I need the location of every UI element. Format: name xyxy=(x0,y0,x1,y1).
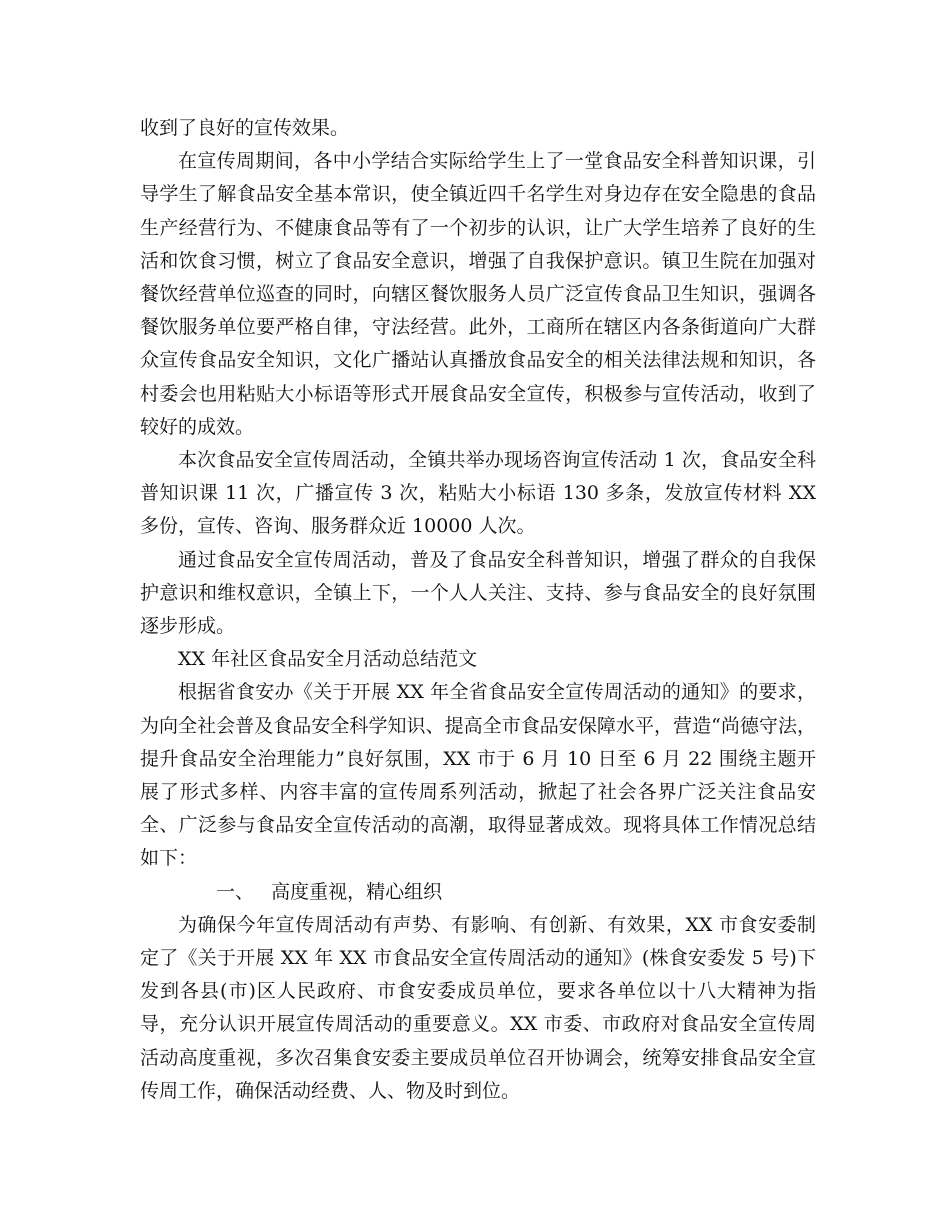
section-title: 高度重视，精心组织 xyxy=(271,880,443,903)
paragraph-1: 在宣传周期间，各中小学结合实际给学生上了一堂食品安全科普知识课，引导学生了解食品安全基本常识，使全镇近四千名学生对身边存在安全隐患的食品生产经营行为、不健康食品等有了一个初步的认识，让广大学生培养了良好的生活和饮食习惯，树立了食品安全意识，增强了自我保护意识。镇卫生院在加强对餐饮经营单位巡查的同时，向辖区餐饮服务人员广泛宣传食品卫生知识，强调各餐饮服务单位要严格自律，守法经营。此外，工商所在辖区内各条街道向广大群众宣传食品安全知识，文化广播站认真播放食品安全的相关法律法规和知识，各村委会也用粘贴大小标语等形式开展食品安全宣传，积极参与宣传活动，收到了较好的成效。 xyxy=(140,150,816,438)
section-number: 一、 xyxy=(216,880,255,903)
section-heading-one xyxy=(140,876,816,909)
paragraph-2: 本次食品安全宣传周活动，全镇共举办现场咨询宣传活动 1 次，食品安全科普知识课 11 次，广播宣传 3 次，粘贴大小标语 130 多条，发放宣传材料 XX 多份，宣传、咨询、服务群众近 10000 人次。 xyxy=(140,449,816,538)
document-page xyxy=(140,112,816,1108)
paragraph-3: 通过食品安全宣传周活动，普及了食品安全科普知识，增强了群众的自我保护意识和维权意识，全镇上下，一个人人关注、支持、参与食品安全的良好氛围逐步形成。 xyxy=(140,548,816,638)
paragraph-0: 收到了良好的宣传效果。 xyxy=(140,117,350,139)
paragraph-7: 为确保今年宣传周活动有声势、有影响、有创新、有效果，XX 市食安委制定了《关于开展 XX 年 XX 市食品安全宣传周活动的通知》(株食安委发 5 号)下发到各县(市)区人民政府、市食安委成员单位，要求各单位以十八大精神为指导，充分认识开展宣传周活动的重要意义。XX 市委、市政府对食品安全宣传周活动高度重视，多次召集食安委主要成员单位召开协调会，统筹安排食品安全宣传周工作，确保活动经费、人、物及时到位。 xyxy=(140,913,816,1102)
article-title: XX 年社区食品安全月活动总结范文 xyxy=(178,648,478,671)
paragraph-5: 根据省食安办《关于开展 XX 年全省食品安全宣传周活动的通知》的要求，为向全社会普及食品安全科学知识、提高全市食品安保障水平，营造“尚德守法，提升食品安全治理能力”良好氛围，XX 市于 6 月 10 日至 6 月 22 围绕主题开展了形式多样、内容丰富的宣传周系列活动，掀起了社会各界广泛关注食品安全、广泛参与食品安全宣传活动的高潮，取得显著成效。现将具体工作情况总结如下： xyxy=(140,681,816,870)
